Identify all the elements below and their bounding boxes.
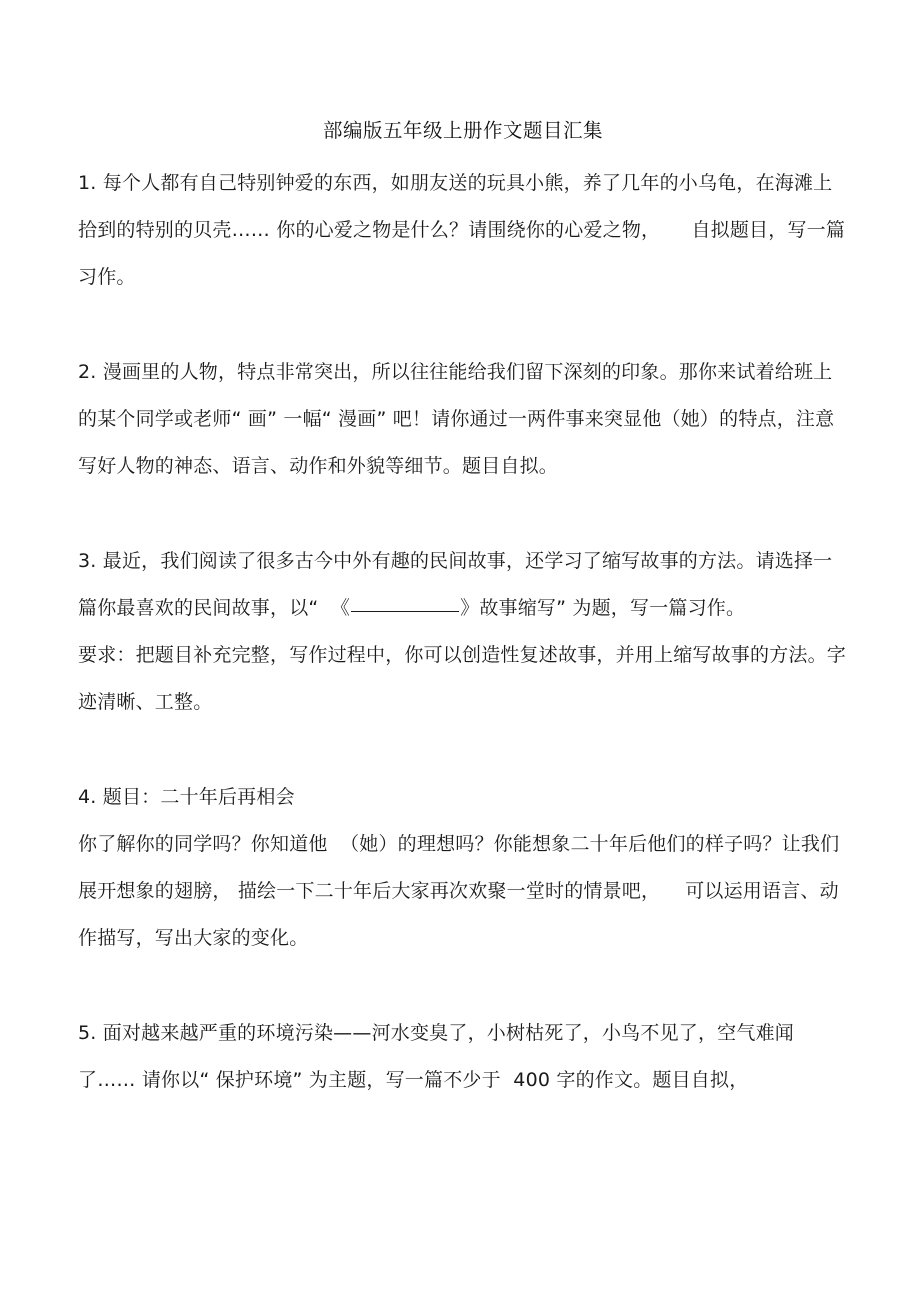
paragraph-text: 》故事缩写” 为题，写一篇习作。	[460, 597, 746, 619]
paragraph-text: 1. 每个人都有自己特别钟爱的东西，如朋友送的玩具小熊，养了几年的小乌龟，在海滩上拾到的特别的贝壳…… 你的心爱之物是什么？请围绕你的心爱之物， 自拟题目，写一篇习作。	[78, 172, 846, 288]
prompt-item	[78, 160, 848, 301]
prompt-paragraph	[78, 1010, 848, 1104]
prompt-paragraph	[78, 160, 848, 301]
paragraph-text: 3. 最近，我们阅读了很多古今中外有趣的民间故事，还学习了缩写故事的方法。请选择一篇你最喜欢的民间故事，以“ 《	[78, 550, 833, 619]
document-body	[78, 0, 848, 1104]
prompt-item	[78, 538, 848, 726]
prompt-item	[78, 774, 848, 962]
paragraph-text: 2. 漫画里的人物，特点非常突出，所以往往能给我们留下深刻的印象。那你来试着给班上的某个同学或老师“ 画” 一幅“ 漫画” 吧！请你通过一两件事来突显他（她）的特点，注意写好人物的神态、语言、动作和外貌等细节。题目自拟。	[78, 361, 835, 477]
title-spacer	[78, 145, 848, 160]
prompt-item	[78, 1010, 848, 1104]
prompt-paragraph	[78, 349, 848, 490]
paragraph-text: 5. 面对越来越严重的环境污染——河水变臭了，小树枯死了，小鸟不见了，空气难闻了…… 请你以“ 保护环境” 为主题，写一篇不少于 400 字的作文。题目自拟，	[78, 1022, 794, 1091]
page-title: 部编版五年级上册作文题目汇集	[322, 119, 603, 142]
paragraph-text: 你了解你的同学吗？你知道他 （她）的理想吗？你能想象二十年后他们的样子吗？让我们展开想象的翅膀， 描绘一下二十年后大家再次欢聚一堂时的情景吧， 可以运用语言、动作描写，写出大家的变化。	[78, 833, 840, 949]
paragraph-text: 要求：把题目补充完整，写作过程中，你可以创造性复述故事，并用上缩写故事的方法。字迹清晰、工整。	[78, 644, 847, 713]
prompt-item	[78, 349, 848, 490]
prompt-paragraph	[78, 632, 848, 726]
prompt-paragraph	[78, 821, 848, 962]
composition-prompt-list	[78, 160, 848, 1104]
prompt-paragraph	[78, 774, 848, 821]
prompt-paragraph	[78, 538, 848, 632]
fill-in-blank	[351, 611, 459, 612]
paragraph-text: 4. 题目：二十年后再相会	[78, 786, 295, 808]
